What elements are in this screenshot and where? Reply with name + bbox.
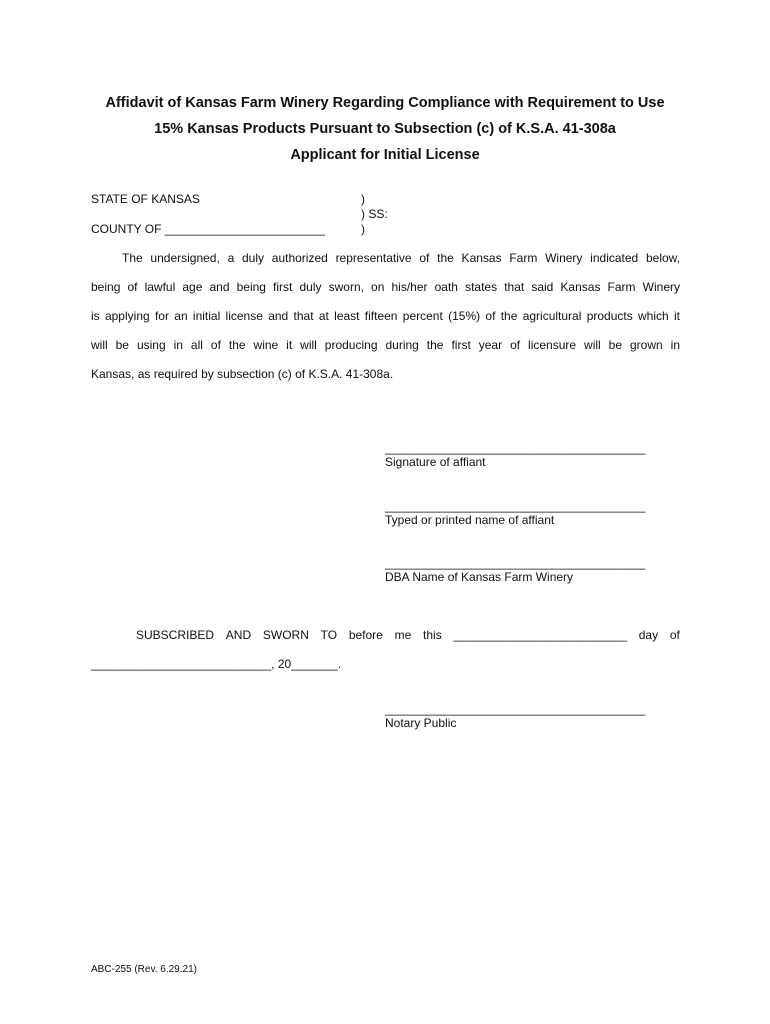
form-id: ABC-255 (Rev. 6.29.21)	[91, 964, 197, 975]
body-line-2: being of lawful age and being first duly sworn, on his/her oath states that said Kansas Farm Winery	[91, 280, 680, 294]
jurat-word: TO	[320, 628, 338, 642]
notary-line: _______________________________________	[385, 702, 646, 716]
notary-label: Notary Public	[385, 716, 457, 730]
jurat-line-1	[136, 628, 680, 643]
jurat-word: this	[423, 628, 442, 642]
bracket-bottom: )	[361, 222, 365, 236]
printed-name-line: _______________________________________	[385, 499, 646, 513]
jurat-word: AND	[225, 628, 252, 642]
ss-label: ) SS:	[361, 207, 388, 221]
jurat-word: me	[394, 628, 412, 642]
printed-name-label: Typed or printed name of affiant	[385, 513, 555, 527]
state-label: STATE OF KANSAS	[91, 192, 200, 206]
signature-line: _______________________________________	[385, 441, 646, 455]
dba-line: _______________________________________	[385, 556, 646, 570]
jurat-word: SUBSCRIBED	[136, 628, 215, 642]
body-line-1: The undersigned, a duly authorized representative of the Kansas Farm Winery indicated below,	[122, 251, 680, 265]
bracket-top: )	[361, 192, 365, 206]
title-line-3: Applicant for Initial License	[290, 147, 480, 163]
signature-label: Signature of affiant	[385, 455, 486, 469]
title-line-1: Affidavit of Kansas Farm Winery Regarding Compliance with Requirement to Use	[105, 95, 665, 111]
jurat-day-blank: __________________________	[453, 628, 627, 642]
jurat-word: day	[638, 628, 659, 642]
jurat-word: SWORN	[262, 628, 309, 642]
body-line-5: Kansas, as required by subsection (c) of K.S.A. 41-308a.	[91, 367, 394, 381]
jurat-word: of	[669, 628, 680, 642]
county-field: COUNTY OF ________________________	[91, 222, 325, 236]
title-line-2: 15% Kansas Products Pursuant to Subsection (c) of K.S.A. 41-308a	[154, 121, 616, 137]
jurat-line-2: ___________________________, 20_______.	[91, 657, 342, 671]
jurat-word: before	[348, 628, 383, 642]
body-line-4: will be using in all of the wine it will producing during the first year of licensure will be grown in	[91, 338, 680, 352]
dba-label: DBA Name of Kansas Farm Winery	[385, 570, 574, 584]
body-line-3: is applying for an initial license and that at least fifteen percent (15%) of the agricultural products which it	[91, 309, 680, 323]
